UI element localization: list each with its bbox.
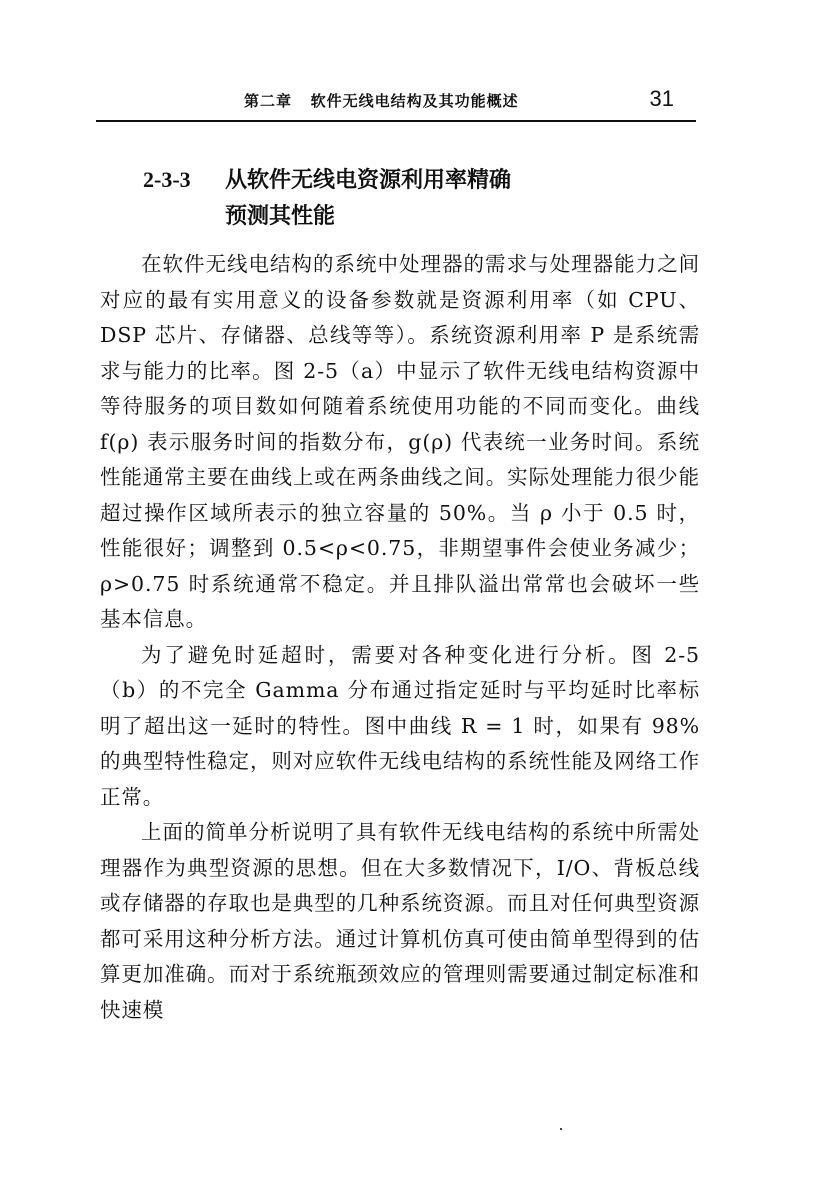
chapter-running-title: 第二章 软件无线电结构及其功能概述 — [244, 92, 519, 110]
page-number: 31 — [649, 86, 674, 111]
running-header — [96, 84, 696, 122]
section-title-line-1: 从软件无线电资源利用率精确 — [225, 168, 512, 193]
scan-dot-mark — [560, 1128, 562, 1130]
section-number: 2-3-3 — [143, 167, 191, 192]
section-heading-line-1 — [143, 162, 511, 199]
section-heading — [143, 162, 511, 235]
paragraph-typical-resources: 上面的简单分析说明了具有软件无线电结构的系统中所需处理器作为典型资源的思想。但在大多数情况下，I/O、背板总线或存储器的存取也是典型的几种系统资源。而且对任何典型资源都可采用这种分析方法。通过计算机仿真可使由简单型得到的估算更加准确。而对于系统瓶颈效应的管理则需要通过制定标准和快速模 — [100, 820, 700, 1022]
paragraph-delay-analysis: 为了避免时延超时，需要对各种变化进行分析。图 2-5（b）的不完全 Gamma 分布通过指定延时与平均延时比率标明了超出这一延时的特性。图中曲线 R = 1 时，如果有 98% 的典型特性稳定，则对应软件无线电结构的系统性能及网络工作正常。 — [100, 642, 700, 809]
section-title-line-2: 预测其性能 — [225, 204, 336, 229]
body-text — [100, 247, 700, 1028]
paragraph-resource-utilization: 在软件无线电结构的系统中处理器的需求与处理器能力之间对应的最有实用意义的设备参数就是资源利用率（如 CPU、DSP 芯片、存储器、总线等等）。系统资源利用率 P 是系统需求与能力的比率。图 2-5（a）中显示了软件无线电结构资源中等待服务的项目数如何随着系统使用功能的不同而变化。曲线 f(ρ) 表示服务时间的指数分布，g(ρ) 代表统一业务时间。系统性能通常主要在曲线上或在两条曲线之间。实际处理能力很少能超过操作区域所表示的独立容量的 50%。当 ρ 小于 0.5 时，性能很好；调整到 0.5<ρ<0.75，非期望事件会使业务减少；ρ>0.75 时系统通常不稳定。并且排队溢出常常也会破坏一些基本信息。 — [100, 252, 700, 631]
